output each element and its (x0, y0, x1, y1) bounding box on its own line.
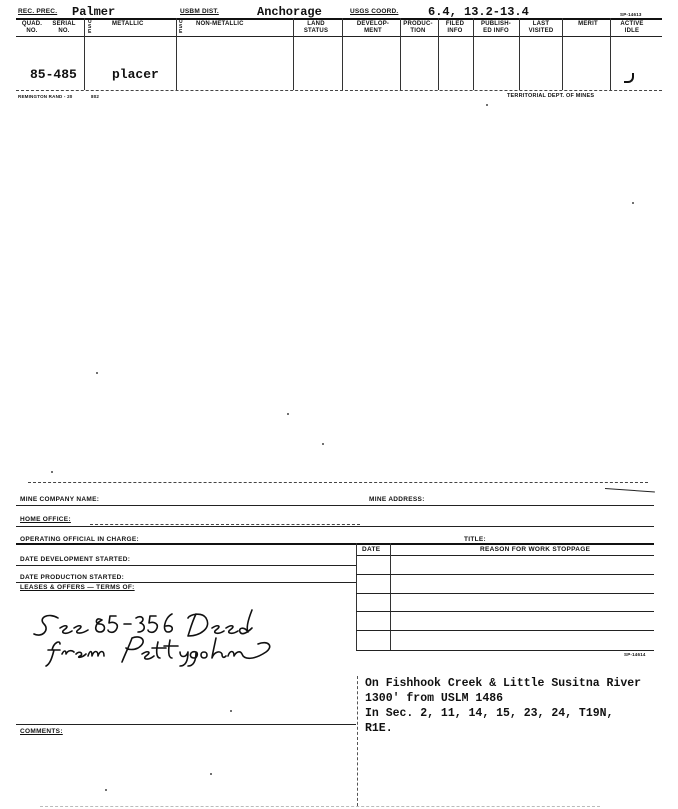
printer-code: 802 (91, 94, 100, 99)
record-metallic: placer (112, 67, 159, 82)
stoppage-row-rule (356, 611, 654, 612)
col-use-metallic-code: U S E (88, 19, 92, 35)
mine-company-rule (16, 505, 654, 506)
date-development-rule (16, 565, 356, 566)
active-idle-mark (624, 73, 634, 83)
rec-prec-value: Palmer (72, 5, 116, 19)
col-serial-no: SERIAL NO. (52, 21, 76, 34)
form-number-top: SP-14613 (620, 12, 642, 17)
handwritten-note (30, 606, 300, 668)
stoppage-header-rule (356, 555, 654, 556)
lower-card-bottom-edge (40, 806, 600, 807)
col-divider (519, 18, 520, 90)
operating-official-rule (16, 543, 654, 545)
top-card (0, 0, 678, 100)
col-divider (438, 18, 439, 90)
col-metallic: METALLIC (112, 21, 144, 27)
operating-official-label: OPERATING OFFICIAL IN CHARGE: (20, 536, 139, 543)
title-label: TITLE: (464, 536, 487, 543)
lower-card-top-edge (28, 482, 648, 483)
lower-card-corner-stroke (605, 488, 655, 492)
usbm-dist-label: USBM DIST. (180, 8, 219, 15)
stoppage-left-edge (356, 543, 357, 651)
col-divider (176, 18, 177, 90)
scan-speck (230, 710, 232, 712)
printer-label: REMINGTON RAND - 20 (18, 94, 73, 99)
mine-company-name-label: MINE COMPANY NAME: (20, 496, 100, 503)
header-rule (16, 18, 662, 20)
scan-speck (105, 789, 107, 791)
col-quad-no: QUAD. NO. (21, 21, 43, 34)
date-production-started-label: DATE PRODUCTION STARTED: (20, 574, 125, 581)
col-land-status: LAND STATUS (303, 21, 329, 34)
comments-label: COMMENTS: (20, 728, 63, 735)
scan-speck (287, 413, 289, 415)
stoppage-row-rule (356, 593, 654, 594)
location-left-margin (357, 676, 358, 806)
rec-prec-label: REC. PREC. (18, 8, 58, 15)
usbm-dist-value: Anchorage (257, 5, 322, 19)
col-divider (293, 18, 294, 90)
stoppage-date-header: DATE (362, 546, 381, 553)
scan-speck (486, 104, 488, 106)
col-active-idle: ACTIVE IDLE (620, 21, 644, 34)
date-development-started-label: DATE DEVELOPMENT STARTED: (20, 556, 131, 563)
leases-section-rule (16, 724, 356, 725)
col-divider (400, 18, 401, 90)
location-line-3: In Sec. 2, 11, 14, 15, 23, 24, T19N, (365, 707, 614, 720)
col-divider (562, 18, 563, 90)
stoppage-reason-header: REASON FOR WORK STOPPAGE (480, 546, 591, 553)
home-office-label: HOME OFFICE: (20, 516, 71, 523)
stoppage-row-rule (356, 630, 654, 631)
usgs-coord-value: 6.4, 13.2-13.4 (428, 5, 529, 19)
home-office-rule (90, 524, 360, 525)
col-filed-info: FILED INFO (445, 21, 465, 34)
home-office-rule-full (16, 526, 654, 527)
stoppage-row-rule (356, 650, 654, 651)
col-divider (84, 18, 85, 90)
column-header-rule (16, 36, 662, 37)
mine-address-label: MINE ADDRESS: (369, 496, 425, 503)
scan-speck (51, 471, 53, 473)
record-row-rule (16, 90, 662, 91)
col-non-metallic: NON-METALLIC (196, 21, 244, 27)
col-production: PRODUC-TION (403, 21, 433, 34)
record-quad-serial: 85-485 (30, 67, 77, 82)
col-divider (610, 18, 611, 90)
stoppage-row-rule (356, 574, 654, 575)
department-label: TERRITORIAL DEPT. OF MINES (507, 93, 595, 99)
col-published-info: PUBLISH-ED INFO (481, 21, 511, 34)
scan-speck (96, 372, 98, 374)
col-divider (473, 18, 474, 90)
col-development: DEVELOP-MENT (356, 21, 390, 34)
date-production-rule (16, 582, 356, 583)
scan-speck (632, 202, 634, 204)
scan-speck (322, 443, 324, 445)
location-line-2: 1300' from USLM 1486 (365, 692, 504, 705)
col-use-nonmetallic-code: U S E (179, 19, 183, 35)
col-merit: MERIT (578, 21, 598, 27)
form-number-bottom: SP-14614 (624, 652, 646, 657)
col-last-visited: LAST VISITED (528, 21, 554, 34)
stoppage-date-divider (390, 543, 391, 651)
usgs-coord-label: USGS COORD. (350, 8, 399, 15)
leases-offers-label: LEASES & OFFERS — TERMS OF: (20, 584, 135, 591)
scan-speck (210, 773, 212, 775)
location-line-1: On Fishhook Creek & Little Susitna River (365, 677, 642, 690)
col-divider (342, 18, 343, 90)
location-line-4: R1E. (365, 722, 393, 735)
